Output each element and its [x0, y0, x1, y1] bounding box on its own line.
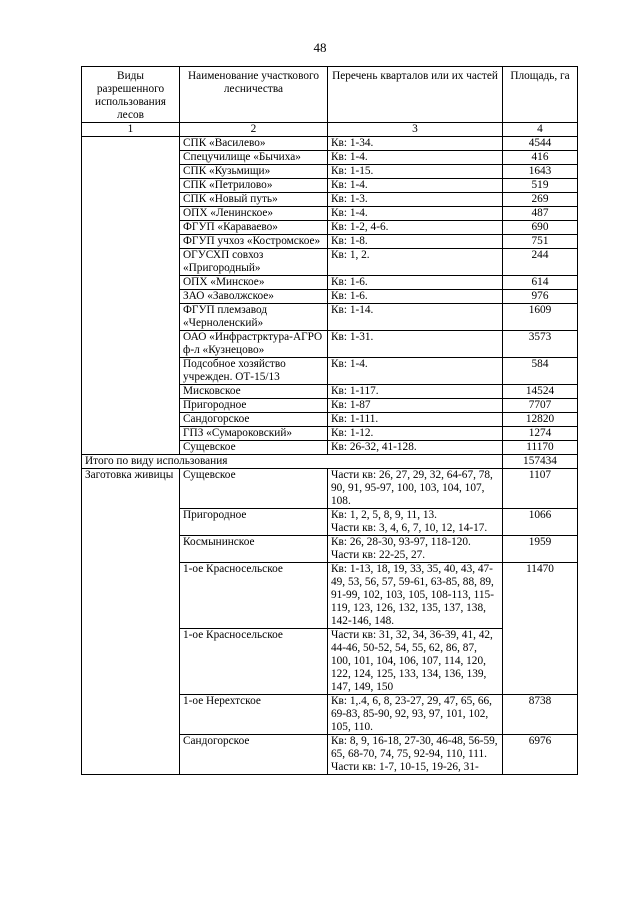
forestry-name: ФГУП учхоз «Костромское»: [180, 235, 328, 249]
quarters-list: Кв: 1-15.: [328, 165, 503, 179]
forestry-name: СПК «Петрилово»: [180, 179, 328, 193]
header-quarters: Перечень кварталов или их частей: [328, 67, 503, 123]
quarters-list: Кв: 1-87: [328, 399, 503, 413]
forestry-name: СПК «Василево»: [180, 137, 328, 151]
area-value: 7707: [503, 399, 578, 413]
total-area: 157434: [503, 455, 578, 469]
area-value: 976: [503, 290, 578, 304]
table-row: [82, 469, 578, 509]
quarters-list: Кв: 1-12.: [328, 427, 503, 441]
forestry-name: 1-ое Красносельское: [180, 563, 328, 629]
quarters-list: Кв: 1-3.: [328, 193, 503, 207]
forestry-name: Сущевское: [180, 469, 328, 509]
column-number: 3: [328, 123, 503, 137]
total-row: [82, 455, 578, 469]
area-value: 584: [503, 358, 578, 385]
quarters-list: Кв: 1-4.: [328, 207, 503, 221]
area-value: 416: [503, 151, 578, 165]
forestry-name: Подсобное хозяйство учрежден. ОТ-15/13: [180, 358, 328, 385]
quarters-list: Кв: 1-4.: [328, 358, 503, 385]
header-area: Площадь, га: [503, 67, 578, 123]
forestry-name: СПК «Кузьмищи»: [180, 165, 328, 179]
forestry-name: Пригородное: [180, 399, 328, 413]
forest-use-table: [81, 66, 578, 775]
group2-body: [82, 469, 578, 775]
area-value: 12820: [503, 413, 578, 427]
area-value: 4544: [503, 137, 578, 151]
quarters-list: Кв: 1, 2, 5, 8, 9, 11, 13. Части кв: 3, 4, 6, 7, 10, 12, 14-17.: [328, 509, 503, 536]
quarters-list: Кв: 26-32, 41-128.: [328, 441, 503, 455]
area-value: 487: [503, 207, 578, 221]
header-use-type: Виды разрешенного использования лесов: [82, 67, 180, 123]
use-type-label: Заготовка живицы: [82, 469, 180, 775]
forestry-name: Сандогорское: [180, 413, 328, 427]
forestry-name: Космынинское: [180, 536, 328, 563]
quarters-list: Кв: 1, 2.: [328, 249, 503, 276]
area-value: 1274: [503, 427, 578, 441]
forestry-name: ГПЗ «Сумароковский»: [180, 427, 328, 441]
area-value: 11470: [503, 563, 578, 695]
quarters-list: Кв: 1-6.: [328, 290, 503, 304]
quarters-list: Части кв: 26, 27, 29, 32, 64-67, 78, 90, 91, 95-97, 100, 103, 104, 107, 108.: [328, 469, 503, 509]
total-body: [82, 455, 578, 469]
quarters-list: Кв: 8, 9, 16-18, 27-30, 46-48, 56-59, 65, 68-70, 74, 75, 92-94, 110, 111. Части кв: 1-7, 10-15, 19-26, 31-: [328, 735, 503, 775]
table-row: [82, 137, 578, 151]
header-forestry: Наименование участкового лесничества: [180, 67, 328, 123]
quarters-list: Кв: 1-4.: [328, 179, 503, 193]
area-value: 690: [503, 221, 578, 235]
area-value: 519: [503, 179, 578, 193]
forestry-name: ОГУСХП совхоз «Пригородный»: [180, 249, 328, 276]
quarters-list: Кв: 1-34.: [328, 137, 503, 151]
forestry-name: ФГУП «Караваево»: [180, 221, 328, 235]
area-value: 11170: [503, 441, 578, 455]
quarters-list: Кв: 1-13, 18, 19, 33, 35, 40, 43, 47-49, 53, 56, 57, 59-61, 63-85, 88, 89, 91-99, 102, 103, 105, 108-113, 115-119, 123, 126, 132, 135, 137, 138, 142-146, 148.: [328, 563, 503, 629]
quarters-list: Кв: 26, 28-30, 93-97, 118-120. Части кв: 22-25, 27.: [328, 536, 503, 563]
quarters-list: Кв: 1-117.: [328, 385, 503, 399]
forestry-name: Спецучилище «Бычиха»: [180, 151, 328, 165]
quarters-list: Кв: 1-14.: [328, 304, 503, 331]
quarters-list: Части кв: 31, 32, 34, 36-39, 41, 42, 44-46, 50-52, 54, 55, 62, 86, 87, 100, 101, 104, 106, 107, 114, 120, 122, 124, 125, 133, 134, 136, 139, 147, 149, 150: [328, 629, 503, 695]
column-number: 1: [82, 123, 180, 137]
forestry-name: ОАО «Инфрастрктура-АГРО ф-л «Кузнецово»: [180, 331, 328, 358]
column-number: 2: [180, 123, 328, 137]
forestry-name: ОПХ «Минское»: [180, 276, 328, 290]
column-number-row: [82, 123, 578, 137]
area-value: 614: [503, 276, 578, 290]
forestry-name: Пригородное: [180, 509, 328, 536]
quarters-list: Кв: 1-4.: [328, 151, 503, 165]
forestry-name: Сандогорское: [180, 735, 328, 775]
area-value: 1643: [503, 165, 578, 179]
quarters-list: Кв: 1-111.: [328, 413, 503, 427]
area-value: 8738: [503, 695, 578, 735]
table-header: [82, 67, 578, 137]
forestry-name: ОПХ «Ленинское»: [180, 207, 328, 221]
area-value: 1609: [503, 304, 578, 331]
forestry-name: 1-ое Красносельское: [180, 629, 328, 695]
quarters-list: Кв: 1,.4, 6, 8, 23-27, 29, 47, 65, 66, 69-83, 85-90, 92, 93, 97, 101, 102, 105, 110.: [328, 695, 503, 735]
area-value: 3573: [503, 331, 578, 358]
forestry-name: 1-ое Нерехтское: [180, 695, 328, 735]
area-value: 1066: [503, 509, 578, 536]
area-value: 6976: [503, 735, 578, 775]
quarters-list: Кв: 1-31.: [328, 331, 503, 358]
forestry-name: СПК «Новый путь»: [180, 193, 328, 207]
area-value: 1107: [503, 469, 578, 509]
quarters-list: Кв: 1-6.: [328, 276, 503, 290]
forestry-name: ФГУП племзавод «Черноленский»: [180, 304, 328, 331]
area-value: 14524: [503, 385, 578, 399]
total-label: Итого по виду использования: [82, 455, 503, 469]
forestry-name: Мисковское: [180, 385, 328, 399]
quarters-list: Кв: 1-2, 4-6.: [328, 221, 503, 235]
use-type-cell-empty: [82, 137, 180, 455]
area-value: 269: [503, 193, 578, 207]
area-value: 751: [503, 235, 578, 249]
quarters-list: Кв: 1-8.: [328, 235, 503, 249]
group1-body: [82, 137, 578, 455]
forestry-name: ЗАО «Заволжское»: [180, 290, 328, 304]
column-number: 4: [503, 123, 578, 137]
forestry-name: Сущевское: [180, 441, 328, 455]
area-value: 244: [503, 249, 578, 276]
page-number: 48: [313, 40, 327, 55]
area-value: 1959: [503, 536, 578, 563]
